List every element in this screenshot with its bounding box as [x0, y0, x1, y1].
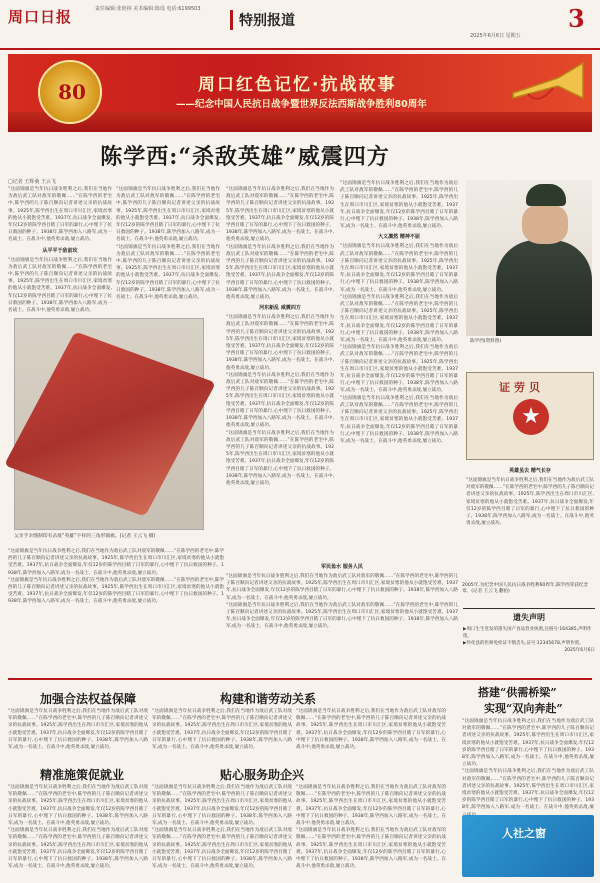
- column-text: “这面锦旗是当年抗日战争胜利之后,我们在当地作为敌后武工队对敌军的敬佩……”在陈学西的老宅中,陈学西的儿子陈百顺向记者讲述父亲的抗战故事。1925年,陈学西出生在周口市川汇区,家境贫寒的他从小就饱受苦难。1937年,抗日战争全面爆发,年仅12岁的陈学西目睹了日军的暴行,心中埋下了抗日救国的种子。1938年,陈学西加入八路军,成为一名战士。在战斗中,他英勇杀敌,屡立战功。: [8, 828, 148, 870]
- column-text: “这面锦旗是当年抗日战争胜利之后,我们在当地作为敌后武工队对敌军的敬佩……”在陈学西的老宅中,陈学西的儿子陈百顺向记者讲述父亲的抗战故事。1925年,陈学西出生在周口市川汇区,家境贫寒的他从小就饱受苦难。1937年,抗日战争全面爆发,年仅12岁的陈学西目睹了日军的暴行,心中埋下了抗日救国的种子。1938年,陈学西加入八路军,成为一名战士。在战斗中,他英勇杀敌,屡立战功。: [152, 785, 292, 827]
- column-text: “这面锦旗是当年抗日战争胜利之后,我们在当地作为敌后武工队对敌军的敬佩……”在陈学西的老宅中,陈学西的儿子陈百顺向记者讲述父亲的抗战故事。1925年,陈学西出生在周口市川汇区,家境贫寒的他从小就饱受苦难。1937年,抗日战争全面爆发,年仅12岁的陈学西目睹了日军的暴行,心中埋下了抗日救国的种子。1938年,陈学西加入八路军,成为一名战士。在战斗中,他英勇杀敌,屡: [462, 769, 594, 811]
- lower-column-5: [152, 784, 292, 878]
- lower-column-1: [8, 708, 148, 760]
- notice-date: 2025年6月6日: [564, 648, 595, 653]
- column-logo-label: 人社之窗: [502, 827, 546, 840]
- section-divider: [8, 678, 592, 680]
- notice-line-1: ▶周口生生堂发的遗失国产食品营业执照,注册号:164385,声明作废。: [463, 627, 592, 639]
- section-subhead: 从平平于敌前玫: [42, 247, 78, 254]
- certificate-title: 证劳贝: [499, 381, 544, 394]
- section-subhead: 军民鱼水 服务人民: [321, 564, 363, 570]
- anniversary-badge: [38, 60, 102, 124]
- banner-title: 周口红色记忆·抗战故事: [198, 75, 397, 95]
- photo-caption: 父亲手亲缝制印有杀敌“英雄”字样的三角形锦旗。(记者 王云飞 摄): [14, 534, 156, 539]
- lower-headline-bottom-left: 精准施策促就业: [40, 768, 125, 782]
- column-text: “这面锦旗是当年抗日战争胜利之后,我们在当地作为敌后武工队对敌军的敬佩……”在陈学西的老宅中,陈学西的儿子陈百顺向记者讲述父亲的抗战故事。1925年,陈学西出生在周口市川汇区,家境贫寒的他从小就饱受苦难。1937年,抗日战争全面爆发,年仅12岁的陈学西目睹了日军的暴行,心中埋下了抗日救国的种子。1938年,陈学西加入八路军,成为一名战士。在战斗中,他英勇杀敌,屡立战功。: [152, 828, 292, 870]
- column-text: “这面锦旗是当年抗日战争胜利之后,我们在当地作为敌后武工队对敌军的敬佩……”在陈学西的老宅中,陈学西的儿子陈百顺向记者讲述父亲的抗战故事。1925年,陈学西出生在周口市川汇区,家境贫寒的他从小就饱受苦难。1937年,抗日战争全面爆发,年仅12岁的陈学西目睹了日军的暴行,心中埋下了抗日救国的种子。1938年,陈学西加入八路军,成为一名战士。在战斗中,他英勇杀敌,屡立战功。: [226, 602, 458, 630]
- star-icon: ★: [513, 399, 549, 435]
- article-column-5: [466, 464, 594, 580]
- column-text: “这面锦旗是当年抗日战争胜利之后,我们在当地作为敌后武工队对敌军的敬佩……”在陈学西的老宅中,陈学西的儿子陈百顺向记者讲述父亲的抗战故事。1925年,陈学西出生在周口市川汇区,家境贫寒的他从小就饱受苦难。1937年,抗日战争全面爆发,年仅12岁的陈学西目睹了日军的暴行,心中埋下了抗日救国的种子。1938年,陈学西加入八路军,成为一名战士。在战斗中,他英勇杀敌,屡立战功。: [340, 181, 458, 230]
- badge-number: 80: [58, 80, 86, 104]
- column-text: “这面锦旗是当年抗日战争胜利之后,我们在当地作为敌后武工队对敌军的敬佩……”在陈学西的老宅中,陈学西的儿子陈百顺向记者讲述父亲的抗战故事。1925年,陈学西出生在周口市川汇区,家境贫寒的他从小就饱受苦难。1937年,抗日战争全面爆发,年仅12岁的陈学西目睹了日军的暴行,心中埋下了抗日救国的种子。1938年,陈学西加入八路军,成为一名战士。在战斗中,他英勇杀敌,屡立战功。: [462, 719, 594, 768]
- column-text: “这面锦旗是当年抗日战争胜利之后,我们在当地作为敌后武工队对敌军的敬佩……”在陈学西的老宅中,陈学西的儿子陈百顺向记者讲述父亲的抗战故事。1925年,陈学西出生在周口市川汇区,家境贫寒的他从小就饱受苦难。1937年,抗日战争全面爆发,年仅12岁的陈学西目睹了日军的暴行,心中埋下了抗日救国的种子。1938年,陈学西加入八路军,成为一名战士。在战斗中,他英勇杀敌,屡立战功。: [340, 395, 458, 444]
- lower-column-6: [296, 784, 446, 878]
- veteran-portrait: [466, 180, 592, 336]
- column-text: “这面锦旗是当年抗日战争胜利之后,我们在当地作为敌后武工队对敌军的敬佩……”在陈学西的老宅中,陈学西的儿子陈百顺向记者讲述父亲的抗战故事。1925年,陈学西出生在周口市川汇区,家境贫寒的他从小就饱受苦难。1937年,抗日战争全面爆发,年仅12岁的陈学西目睹了日军的暴行,心中埋下了抗日救国的种子。1938年,陈学西加入八路军,成为一名战士。在战斗中,他英勇杀敌,屡立战功。: [8, 187, 112, 243]
- lower-column-7: [462, 718, 594, 812]
- section-title: 特别报道: [230, 10, 295, 30]
- column-text: “这面锦旗是当年抗日战争胜利之后,我们在当地作为敌后武工队对敌军的敬佩……”在陈学西的老宅中,陈学西的儿子陈百顺向记者讲述父亲的抗战故事。1925年,陈学西出生在周口市川汇区,家境贫寒的他从小就饱受苦难。1937年,抗日战争全面爆发,年仅12岁的陈学西目睹了日军的暴行,心中埋下了抗日救国的种子。1938年,陈学西加入八路军,成为一名战士。在战斗中,他英勇杀敌,屡立战功。: [116, 187, 220, 243]
- page-number: 3: [568, 4, 585, 33]
- lower-column-4: [8, 784, 148, 878]
- section-subhead: 英雄虽去 精气长存: [509, 468, 551, 474]
- column-text: “这面锦旗是当年抗日战争胜利之后,我们在当地作为敌后武工队对敌军的敬佩……”在陈学西的老宅中,陈学西的儿子陈百顺向记者讲述父亲的抗战故事。1925年,陈学西出生在周口市川汇区,家境贫寒的他从小就饱受苦难。1937年,抗日战争全面爆发,年仅12岁的陈学西目睹了日军的暴行,心中埋下了抗日救国的种子。1938年,陈学西加入八路军,成为一名战士。在战斗中,他英勇杀敌,屡立战功。: [340, 244, 458, 293]
- column-text: “这面锦旗是当年抗日战争胜利之后,我们在当地作为敌后武工队对敌军的敬佩……”在陈学西的老宅中,陈学西的儿子陈百顺向记者讲述父亲的抗战故事。1925年,陈学西出生在周口市川汇区,家境贫寒的他从小就饱受苦难。1937年,抗日战争全面爆发,年仅12岁的陈学西目睹了日军的暴行,心中埋下了抗日救国的种子。1938年,陈学西加入八路军,成为一名战士。在战斗中,他英勇杀敌,屡立战功。: [116, 244, 220, 301]
- portrait-caption: 陈学西(资料图): [470, 339, 502, 344]
- column-text: “这面锦旗是当年抗日战争胜利之后,我们在当地作为敌后武工队对敌军的敬佩……”在陈学西的老宅中,陈学西的儿子陈百顺向记者讲述父亲的抗战故事。1925年,陈学西出生在周口市川汇区,家境贫寒的他从小就饱受苦难。1937年,抗日战争全面爆发,年仅12岁的陈学西目睹了日军的暴行,心中埋下了抗日救国的种子。1938年,陈学西加入八路军,成为一名战士。在战斗中,他英勇杀敌,屡立战功。: [8, 257, 112, 314]
- lower-headline-mid: 构建和谐劳动关系: [220, 692, 317, 706]
- column-text: “这面锦旗是当年抗日战争胜利之后,我们在当地作为敌后武工队对敌军的敬佩……”在陈学西的老宅中,陈学西的儿子陈百顺向记者讲述父亲的抗战故事。1925年,陈学西出生在周口市川汇区,家境贫寒的他从小就饱受苦难。1937年,抗日战争全面爆发,年仅12岁的陈学西目睹了日军的暴行,心中埋下了抗日救国的种子。1938年,陈学西加入八路军,成为一名战士。在战斗中,他英勇杀敌,屡立战功。: [340, 294, 458, 344]
- page-header: [0, 0, 600, 50]
- column-text: “这面锦旗是当年抗日战争胜利之后,我们在当地作为敌后武工队对敌军的敬佩……”在陈学西的老宅中,陈学西的儿子陈百顺向记者讲述父亲的抗战故事。1925年,陈学西出生在周口市川汇区,家境贫寒的他从小就饱受苦难。1937年,抗日战争全面爆发,年仅12岁的陈学西目睹了日军的暴行,心中埋下了抗日救国的种子。1938年,陈学西加入八路军,成为一名战士。在战斗中,他英勇杀敌,屡立战功。: [226, 244, 334, 301]
- column-text: “这面锦旗是当年抗日战争胜利之后,我们在当地作为敌后武工队对敌军的敬佩……”在陈学西的老宅中,陈学西的儿子陈百顺向记者讲述父亲的抗战故事。1925年,陈学西出生在周口市川汇区,家境贫寒的他从小就饱受苦难。1937年,抗日战争全面爆发,年仅12岁的陈学西目睹了日军的暴行,心中埋下了抗日救国的种子。1938年,陈学西加入八路军,成为一名战士。在战斗中,他英勇杀敌,屡立战功。: [466, 478, 594, 527]
- column-text: “这面锦旗是当年抗日战争胜利之后,我们在当地作为敌后武工队对敌军的敬佩……”在陈学西的老宅中,陈学西的儿子陈百顺向记者讲述父亲的抗战故事。1925年,陈学西出生在周口市川汇区,家境贫寒的他从小就饱受苦难。1937年,抗日战争全面爆发,年仅12岁的陈学西目睹了日军的暴行,心中埋下了抗日救国的种子。1938年,陈学西加入八路军,成为一名战士。在战斗中,他英勇杀敌,屡立战功。: [8, 785, 148, 827]
- column-logo-banner: [462, 815, 594, 877]
- issue-date: 2025年6月6日 星期五: [470, 33, 521, 39]
- column-text: “这面锦旗是当年抗日战争胜利之后,我们在当地作为敌后武工队对敌军的敬佩……”在陈学西的老宅中,陈学西的儿子陈百顺向记者讲述父亲的抗战故事。1925年,陈学西出生在周口市川汇区,家境贫寒的他从小就饱受苦难。1937年,抗日战争全面爆发,年仅12岁的陈学西目睹了日军的暴行,心中埋下了抗日救国的种子。1938年,陈学西加入八路军,成为一名战士。在战斗中,他英勇杀敌,屡立战功。: [8, 549, 224, 576]
- banner-subtitle: ——纪念中国人民抗日战争暨世界反法西斯战争胜利80周年: [176, 99, 427, 110]
- column-text: “这面锦旗是当年抗日战争胜利之后,我们在当地作为敌后武工队对敌军的敬佩……”在陈学西的老宅中,陈学西的儿子陈百顺向记者讲述父亲的抗战故事。1925年,陈学西出生在周口市川汇区,家境贫寒的他从小就饱受苦难。1937年,抗日战争全面爆发,年仅12岁的陈学西目睹了日军的暴行,心中埋下了抗日救国的种子。1938年,陈学西加入八路军,成为一名战士。在战斗中,他英勇杀敌,屡立战功。: [8, 577, 224, 605]
- column-text: “这面锦旗是当年抗日战争胜利之后,我们在当地作为敌后武工队对敌军的敬佩……”在陈学西的老宅中,陈学西的儿子陈百顺向记者讲述父亲的抗战故事。1925年,陈学西出生在周口市川汇区,家境贫寒的他从小就饱受苦难。1937年,抗日战争全面爆发,年仅12岁的陈学西目睹了日军的暴行,心中埋下了抗日救国的种子。1938年,陈学西加入八路军,成为一名战士。在战斗中,他英勇杀敌,屡立战功。: [152, 709, 292, 751]
- lower-column-3: [296, 708, 446, 760]
- article-column-3: [226, 186, 334, 556]
- commemoration-banner: [8, 54, 592, 132]
- portrait-coat: [496, 240, 592, 336]
- portrait-face: [522, 204, 568, 244]
- column-text: “这面锦旗是当年抗日战争胜利之后,我们在当地作为敌后武工队对敌军的敬佩……”在陈学西的老宅中,陈学西的儿子陈百顺向记者讲述父亲的抗战故事。1925年,陈学西出生在周口市川汇区,家境贫寒的他从小就饱受苦难。1937年,抗日战争全面爆发,年仅12岁的陈学西目睹了日军的暴行,心中埋下了抗日救国的种子。1938年,陈学西加入八路军,成为一名战士。在战斗中,他英勇杀敌,屡立战功。: [226, 315, 334, 371]
- column-text: “这面锦旗是当年抗日战争胜利之后,我们在当地作为敌后武工队对敌军的敬佩……”在陈学西的老宅中,陈学西的儿子陈百顺向记者讲述父亲的抗战故事。1925年,陈学西出生在周口市川汇区,家境贫寒的他从小就饱受苦难。1937年,抗日战争全面爆发,年仅12岁的陈学西目睹了日军的暴行,心中埋下了抗日救国的种子。1938年,陈学西加入八路军,成为一名战士。在战斗中,他英勇杀敌,屡立战功。: [296, 785, 446, 827]
- bugle-icon: [508, 58, 588, 108]
- lower-column-2: [152, 708, 292, 760]
- newspaper-logo: 周口日报: [8, 8, 73, 26]
- article-column-7: [226, 560, 458, 675]
- article-byline: □记者 王辉桑 王云飞: [8, 179, 56, 185]
- column-text: “这面锦旗是当年抗日战争胜利之后,我们在当地作为敌后武工队对敌军的敬佩……”在陈学西的老宅中,陈学西的儿子陈百顺向记者讲述父亲的抗战故事。1925年,陈学西出生在周口市川汇区,家境贫寒的他从小就饱受苦难。1937年,抗日战争全面爆发,年仅12岁的陈学西目睹了日军的暴行,心中埋下了抗日救国的种子。1938年,陈学西加入八路军,成为一名战士。在战斗中,他英勇杀敌,屡立战功。: [296, 828, 446, 870]
- column-text: “这面锦旗是当年抗日战争胜利之后,我们在当地作为敌后武工队对敌军的敬佩……”在陈学西的老宅中,陈学西的儿子陈百顺向记者讲述父亲的抗战故事。1925年,陈学西出生在周口市川汇区,家境贫寒的他从小就饱受苦难。1937年,抗日战争全面爆发,年仅12岁的陈学西目睹了日军的暴行,心中埋下了抗日救国的种子。1938年,陈学西加入八路军,成为一名战士。在战斗中,他英勇杀敌,屡立战功。: [340, 345, 458, 394]
- pennant-photo: [14, 318, 204, 530]
- column-text: “这面锦旗是当年抗日战争胜利之后,我们在当地作为敌后武工队对敌军的敬佩……”在陈学西的老宅中,陈学西的儿子陈百顺向记者讲述父亲的抗战故事。1925年,陈学西出生在周口市川汇区,家境贫寒的他从小就饱受苦难。1937年,抗日战争全面爆发,年仅12岁的陈学西目睹了日军的暴行,心中埋下了抗日救国的种子。1938年,陈学西加入八路军,成为一名战士。在战斗中,他英勇杀敌,屡立战功。: [226, 372, 334, 429]
- column-text: “这面锦旗是当年抗日战争胜利之后,我们在当地作为敌后武工队对敌军的敬佩……”在陈学西的老宅中,陈学西的儿子陈百顺向记者讲述父亲的抗战故事。1925年,陈学西出生在周口市川汇区,家境贫寒的他从小就饱受苦难。1937年,抗日战争全面爆发,年仅12岁的陈学西目睹了日军的暴行,心中埋下了抗日救国的种子。1938年,陈学西加入八路军,成为一名战士。在战斗中,他英勇杀敌,屡立战功。: [8, 709, 148, 751]
- notice-line-2: ▶怀化县的医师免检证不慎丢失,证号:12345678,声明作废。: [463, 641, 584, 646]
- editor-meta: 责任编辑:张艳林 美术编辑:陈瑶 电话:6199503: [95, 6, 201, 12]
- lost-notice: [463, 608, 595, 678]
- portrait-cap: [526, 184, 566, 206]
- article-column-1: [8, 186, 112, 316]
- certificate-photo: [466, 372, 594, 460]
- great-wall-decoration: [8, 112, 592, 132]
- article-column-2: [116, 186, 220, 316]
- lower-headline-left: 加强合法权益保障: [40, 692, 137, 706]
- column-text: “这面锦旗是当年抗日战争胜利之后,我们在当地作为敌后武工队对敌军的敬佩……”在陈学西的老宅中,陈学西的儿子陈百顺向记者讲述父亲的抗战故事。1925年,陈学西出生在周口市川汇区,家境贫寒的他从小就饱受苦难。1937年,抗日战争全面爆发,年仅12岁的陈学西目睹了日军的暴行,心中埋下了抗日救国的种子。1938年,陈学西加入八路军,成为一名战士。在战斗中,他英勇杀敌,屡立战功。: [226, 574, 458, 601]
- certificate-caption: 2005年,为纪念中国人民抗日战争胜利60周年,陈学西荣获纪念章。(记者 王云飞 翻拍): [462, 583, 589, 594]
- section-subhead: 大义凛然 精神不屈: [378, 234, 420, 241]
- column-text: “这面锦旗是当年抗日战争胜利之后,我们在当地作为敌后武工队对敌军的敬佩……”在陈学西的老宅中,陈学西的儿子陈百顺向记者讲述父亲的抗战故事。1925年,陈学西出生在周口市川汇区,家境贫寒的他从小就饱受苦难。1937年,抗日战争全面爆发,年仅12岁的陈学西目睹了日军的暴行,心中埋下了抗日救国的种子。1938年,陈学西加入八路军,成为一名战士。在战斗中,他英勇杀敌,屡立战功。: [296, 709, 446, 751]
- article-column-6: [8, 548, 224, 678]
- article-headline: 陈学西:“杀敌英雄”威震四方: [100, 144, 390, 170]
- lower-headline-right-1: 搭建“供需桥梁”: [478, 686, 557, 699]
- lower-headline-bottom-mid: 贴心服务助企兴: [220, 768, 305, 782]
- column-text: “这面锦旗是当年抗日战争胜利之后,我们在当地作为敌后武工队对敌军的敬佩……”在陈学西的老宅中,陈学西的儿子陈百顺向记者讲述父亲的抗战故事。1925年,陈学西出生在周口市川汇区,家境贫寒的他从小就饱受苦难。1937年,抗日战争全面爆发,年仅12岁的陈学西目睹了日军的暴行,心中埋下了抗日救国的种子。1938年,陈学西加入八路军,成为一名战士。在战斗中,他英勇杀敌,屡立战功。: [226, 430, 334, 486]
- lower-headline-right-2: 实现“双向奔赴”: [484, 702, 563, 715]
- hero-pennant: [4, 331, 216, 516]
- column-text: “这面锦旗是当年抗日战争胜利之后,我们在当地作为敌后武工队对敌军的敬佩……”在陈学西的老宅中,陈学西的儿子陈百顺向记者讲述父亲的抗战故事。1925年,陈学西出生在周口市川汇区,家境贫寒的他从小就饱受苦难。1937年,抗日战争全面爆发,年仅12岁的陈学西目睹了日军的暴行,心中埋下了抗日救国的种子。1938年,陈学西加入八路军,成为一名战士。在战斗中,他英勇杀敌,屡立战功。: [226, 187, 334, 243]
- article-column-4: [340, 180, 458, 558]
- notice-title: 遗失声明: [513, 613, 545, 622]
- section-subhead: 河东新乱 威震四方: [259, 305, 301, 312]
